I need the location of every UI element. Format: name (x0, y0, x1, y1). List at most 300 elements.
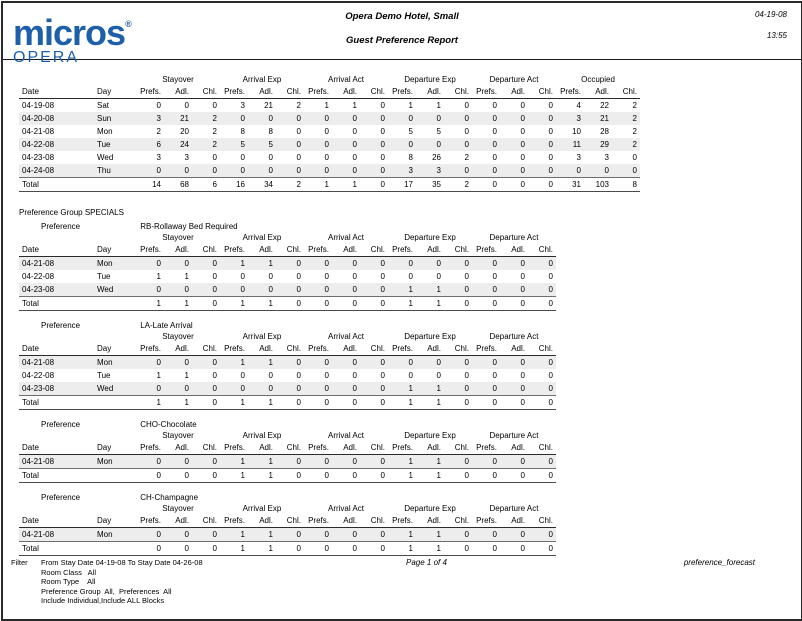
column-header-cell: Prefs. (388, 243, 416, 257)
date-cell: 04-22-08 (22, 371, 55, 380)
value-cell: 0 (164, 356, 192, 370)
value-cell: 0 (332, 528, 360, 542)
value-cell: 0 (212, 371, 217, 380)
column-header-cell: Chl. (528, 243, 556, 257)
value-cell: 2 (296, 101, 301, 110)
column-header-cell: Adl. (332, 85, 360, 99)
value-cell: 0 (332, 138, 360, 151)
value-cell: 0 (192, 382, 220, 396)
value-cell: 0 (332, 382, 360, 396)
value-cell: 0 (164, 455, 192, 469)
value-cell: 0 (492, 153, 497, 162)
header-center (203, 3, 601, 46)
column-header-cell: Prefs. (136, 441, 164, 455)
day-cell (94, 178, 136, 192)
value-cell: 0 (380, 371, 385, 380)
date-cell: 04-19-08 (22, 101, 55, 110)
value-cell: 1 (156, 272, 161, 281)
value-cell: 0 (296, 127, 301, 136)
group-header-cell: Stayover (162, 75, 194, 84)
value-cell: 8 (268, 127, 273, 136)
value-cell: 2 (156, 127, 161, 136)
value-cell: 0 (220, 283, 248, 297)
value-cell: 0 (332, 112, 360, 125)
value-cell: 1 (184, 371, 189, 380)
total-row (19, 178, 640, 192)
group-header-cell: Stayover (162, 233, 194, 242)
value-cell: 0 (220, 164, 248, 178)
group-header-cell: Stayover (162, 431, 194, 440)
value-cell: 5 (248, 138, 276, 151)
value-cell: 1 (352, 101, 357, 110)
column-header-cell: Chl. (528, 441, 556, 455)
column-header-cell: Date (19, 342, 94, 356)
value-cell: 0 (304, 356, 332, 370)
value-cell: 0 (408, 371, 413, 380)
filter-label: Filter (11, 558, 28, 567)
value-cell: 8 (408, 153, 413, 162)
column-header-cell: Chl. (444, 85, 472, 99)
column-header-cell: Adl. (416, 342, 444, 356)
value-cell: 0 (156, 101, 161, 110)
total-value-cell: 35 (416, 178, 444, 192)
date-cell: 04-22-08 (19, 138, 94, 151)
logo-subtitle: OPERA (13, 49, 80, 66)
value-cell: 21 (584, 112, 612, 125)
preference-group-line (19, 207, 801, 218)
total-value-cell: 0 (332, 542, 360, 556)
value-cell: 0 (444, 112, 472, 125)
group-header-cell: Arrival Act (327, 431, 364, 440)
column-header-cell: Prefs. (220, 441, 248, 455)
value-cell: 0 (324, 153, 329, 162)
value-cell: 0 (136, 455, 164, 469)
value-cell: 0 (548, 272, 553, 281)
column-header-cell: Adl. (500, 514, 528, 528)
value-cell: 0 (276, 257, 304, 271)
value-cell: 0 (584, 164, 612, 178)
value-cell: 3 (388, 164, 416, 178)
total-value-cell: 0 (360, 542, 388, 556)
total-value-cell: 0 (528, 297, 556, 311)
value-cell: 10 (572, 127, 581, 136)
table-row (19, 369, 556, 382)
value-cell: 0 (380, 153, 385, 162)
value-cell: 0 (276, 164, 304, 178)
column-header-cell: Adl. (164, 441, 192, 455)
total-row (19, 297, 556, 311)
value-cell: 3 (136, 112, 164, 125)
preference-table-ch (19, 503, 801, 556)
value-cell: 0 (388, 112, 416, 125)
value-cell: 0 (436, 272, 441, 281)
value-cell: 0 (416, 356, 444, 370)
total-value-cell: 0 (136, 469, 164, 483)
report-id: preference_forecast (683, 558, 755, 567)
date-cell: 04-21-08 (19, 455, 94, 469)
value-cell: 0 (472, 164, 500, 178)
total-value-cell: 1 (388, 396, 416, 410)
group-header-cell: Departure Exp (404, 233, 456, 242)
value-cell: 1 (184, 272, 189, 281)
value-cell: 0 (136, 356, 164, 370)
value-cell: 0 (276, 112, 304, 125)
value-cell: 2 (612, 112, 640, 125)
value-cell: 2 (612, 138, 640, 151)
value-cell: 11 (556, 138, 584, 151)
value-cell: 0 (492, 272, 497, 281)
value-cell: 0 (332, 455, 360, 469)
group-header-cell: Departure Act (489, 332, 539, 341)
value-cell: 0 (380, 101, 385, 110)
group-header-cell: Arrival Act (327, 504, 364, 513)
total-value-cell: 0 (528, 469, 556, 483)
value-cell: 0 (408, 272, 413, 281)
column-header-cell: Adl. (164, 342, 192, 356)
column-header-cell: Prefs. (388, 514, 416, 528)
column-header-cell: Chl. (276, 85, 304, 99)
column-header-cell: Prefs. (556, 85, 584, 99)
day-cell (94, 396, 136, 410)
value-cell: 0 (240, 272, 245, 281)
filter-lines (41, 558, 203, 606)
total-value-cell: 31 (556, 178, 584, 192)
total-value-cell: 1 (416, 469, 444, 483)
date-cell: 04-22-08 (22, 272, 55, 281)
value-cell: 0 (492, 101, 497, 110)
total-value-cell: 0 (360, 178, 388, 192)
total-value-cell: 1 (164, 396, 192, 410)
column-header-cell: Prefs. (472, 342, 500, 356)
date-cell: 04-21-08 (19, 257, 94, 271)
value-cell: 0 (164, 528, 192, 542)
total-value-cell: 0 (360, 396, 388, 410)
page-number: Page 1 of 4 (406, 558, 447, 567)
group-header-cell: Arrival Exp (242, 75, 282, 84)
column-header-cell: Date (19, 441, 94, 455)
column-header-cell: Adl. (416, 85, 444, 99)
day-cell: Tue (97, 272, 111, 281)
column-header-cell: Chl. (276, 441, 304, 455)
value-cell: 0 (444, 455, 472, 469)
preference-label: Preference (41, 321, 81, 330)
value-cell: 0 (472, 112, 500, 125)
filter-line: From Stay Date 04-19-08 To Stay Date 04-26-08 (41, 558, 203, 567)
column-header-cell: Prefs. (220, 514, 248, 528)
table-row (19, 283, 556, 297)
date-cell: 04-20-08 (19, 112, 94, 125)
preference-value: LA-Late Arrival (140, 321, 193, 330)
value-cell: 0 (444, 356, 472, 370)
value-cell: 0 (304, 112, 332, 125)
value-cell: 0 (528, 528, 556, 542)
value-cell: 0 (444, 382, 472, 396)
column-header-cell: Adl. (332, 243, 360, 257)
column-header-cell: Chl. (192, 342, 220, 356)
preference-label: Preference (41, 222, 81, 231)
column-header-cell: Chl. (444, 514, 472, 528)
preference-label: Preference (41, 420, 81, 429)
filter-line: Include Individual,Include ALL Blocks (41, 596, 165, 606)
total-value-cell: 0 (528, 542, 556, 556)
total-value-cell: 1 (248, 396, 276, 410)
total-value-cell: 34 (248, 178, 276, 192)
column-header-cell: Prefs. (388, 85, 416, 99)
total-value-cell: 0 (444, 396, 472, 410)
value-cell: 0 (528, 112, 556, 125)
total-value-cell: 0 (332, 297, 360, 311)
column-header-cell: Adl. (164, 514, 192, 528)
value-cell: 1 (156, 371, 161, 380)
registered-mark-icon: ® (125, 19, 132, 29)
value-cell: 0 (500, 382, 528, 396)
date-cell: 04-23-08 (19, 283, 94, 297)
value-cell: 1 (388, 528, 416, 542)
column-header-cell: Prefs. (304, 514, 332, 528)
value-cell: 0 (164, 382, 192, 396)
column-header-cell: Date (19, 514, 94, 528)
summary-forecast-table (19, 74, 801, 192)
total-value-cell: 0 (276, 297, 304, 311)
total-value-cell: 0 (472, 469, 500, 483)
day-cell: Mon (94, 455, 136, 469)
column-header-cell: Date (19, 85, 94, 99)
date-cell: 04-24-08 (19, 164, 94, 178)
header-date-time (755, 3, 787, 40)
day-cell: Sat (97, 101, 110, 110)
value-cell: 21 (164, 112, 192, 125)
value-cell: 0 (164, 283, 192, 297)
total-label-cell: Total (19, 297, 94, 311)
column-header-cell: Day (94, 342, 136, 356)
table-row (19, 151, 640, 164)
value-cell: 0 (324, 272, 329, 281)
value-cell: 0 (220, 382, 248, 396)
column-header-cell: Prefs. (304, 85, 332, 99)
column-header-cell: Prefs. (472, 85, 500, 99)
total-value-cell: 2 (444, 178, 472, 192)
total-value-cell: 0 (192, 542, 220, 556)
report-date: 04-19-08 (754, 10, 787, 19)
value-cell: 0 (136, 257, 164, 271)
value-cell: 0 (192, 356, 220, 370)
total-value-cell: 103 (584, 178, 612, 192)
total-value-cell: 1 (416, 297, 444, 311)
value-cell: 0 (492, 371, 497, 380)
value-cell: 1 (408, 101, 413, 110)
value-cell: 0 (548, 101, 553, 110)
value-cell: 0 (388, 138, 416, 151)
value-cell: 0 (444, 283, 472, 297)
column-header-cell: Day (94, 85, 136, 99)
value-cell: 0 (304, 283, 332, 297)
value-cell: 5 (220, 138, 248, 151)
value-cell: 0 (136, 382, 164, 396)
date-cell: 04-23-08 (22, 153, 55, 162)
column-header-cell: Chl. (276, 342, 304, 356)
value-cell: 0 (304, 138, 332, 151)
total-value-cell: 0 (360, 469, 388, 483)
report-table (19, 74, 640, 192)
preference-section-ch (19, 492, 801, 556)
value-cell: 0 (464, 371, 469, 380)
date-cell: 04-23-08 (19, 382, 94, 396)
column-header-cell: Date (19, 243, 94, 257)
total-label-cell: Total (19, 542, 94, 556)
total-value-cell: 1 (220, 297, 248, 311)
value-cell: 0 (520, 101, 525, 110)
value-cell: 0 (352, 127, 357, 136)
column-header-cell: Chl. (192, 441, 220, 455)
column-header-cell: Adl. (332, 514, 360, 528)
filter-block (11, 558, 203, 606)
preference-label: Preference (41, 493, 81, 502)
group-header-cell: Departure Act (489, 431, 539, 440)
value-cell: 26 (432, 153, 441, 162)
value-cell: 2 (192, 138, 220, 151)
value-cell: 0 (556, 164, 584, 178)
column-header-cell: Chl. (192, 243, 220, 257)
value-cell: 2 (192, 112, 220, 125)
preference-name-line (41, 320, 801, 331)
total-value-cell: 1 (136, 396, 164, 410)
total-value-cell: 6 (192, 178, 220, 192)
day-cell: Thu (94, 164, 136, 178)
value-cell: 0 (388, 356, 416, 370)
value-cell: 8 (240, 127, 245, 136)
preference-table-la (19, 331, 801, 410)
value-cell: 1 (248, 257, 276, 271)
preference-group-label: Preference Group (19, 208, 83, 217)
value-cell: 0 (520, 371, 525, 380)
value-cell: 0 (380, 127, 385, 136)
value-cell: 0 (528, 382, 556, 396)
value-cell: 1 (248, 455, 276, 469)
preference-name-line (41, 221, 801, 232)
column-header-cell: Prefs. (304, 441, 332, 455)
day-cell: Tue (94, 138, 136, 151)
group-header-cell: Arrival Exp (242, 233, 282, 242)
total-value-cell: 0 (472, 396, 500, 410)
preference-section-rb (19, 221, 801, 311)
day-cell: Mon (94, 528, 136, 542)
column-header-cell: Chl. (276, 514, 304, 528)
report-time: 13:55 (766, 31, 787, 40)
group-header-cell: Arrival Act (327, 332, 364, 341)
value-cell: 1 (248, 528, 276, 542)
group-header-cell: Occupied (581, 75, 615, 84)
day-cell: Sun (94, 112, 136, 125)
value-cell: 0 (212, 101, 217, 110)
value-cell: 0 (472, 138, 500, 151)
column-header-cell: Chl. (444, 441, 472, 455)
group-header-cell: Departure Exp (404, 431, 456, 440)
preference-name-line (41, 492, 801, 503)
column-header-cell: Chl. (360, 441, 388, 455)
table-row (19, 356, 556, 370)
group-header-cell: Arrival Exp (242, 504, 282, 513)
total-value-cell: 0 (276, 396, 304, 410)
preference-value: RB-Rollaway Bed Required (140, 222, 238, 231)
value-cell: 0 (276, 382, 304, 396)
value-cell: 0 (332, 356, 360, 370)
total-value-cell: 0 (304, 542, 332, 556)
total-value-cell: 0 (472, 178, 500, 192)
table-row (19, 99, 640, 113)
value-cell: 0 (500, 356, 528, 370)
column-header-cell: Prefs. (220, 243, 248, 257)
total-value-cell: 0 (472, 297, 500, 311)
value-cell: 0 (472, 356, 500, 370)
spacer-cell (19, 74, 136, 85)
total-value-cell: 0 (164, 469, 192, 483)
column-header-cell: Prefs. (388, 441, 416, 455)
column-header-cell: Adl. (500, 243, 528, 257)
day-cell: Mon (94, 356, 136, 370)
group-header-cell: Departure Exp (404, 504, 456, 513)
report-table (19, 503, 556, 556)
value-cell: 0 (240, 153, 245, 162)
total-value-cell: 0 (360, 297, 388, 311)
value-cell: 0 (528, 138, 556, 151)
column-header-cell: Chl. (528, 514, 556, 528)
value-cell: 24 (164, 138, 192, 151)
value-cell: 0 (416, 257, 444, 271)
value-cell: 1 (220, 356, 248, 370)
column-header-cell: Adl. (248, 342, 276, 356)
value-cell: 0 (304, 455, 332, 469)
column-header-cell: Chl. (360, 243, 388, 257)
value-cell: 21 (264, 101, 273, 110)
value-cell: 28 (600, 127, 609, 136)
value-cell: 0 (184, 101, 189, 110)
value-cell: 0 (268, 371, 273, 380)
value-cell: 5 (408, 127, 413, 136)
total-row (19, 542, 556, 556)
preference-section-cho (19, 419, 801, 483)
column-header-cell: Chl. (444, 342, 472, 356)
value-cell: 22 (600, 101, 609, 110)
value-cell: 0 (472, 283, 500, 297)
column-header-cell: Adl. (416, 441, 444, 455)
column-header-cell: Adl. (332, 441, 360, 455)
value-cell: 1 (388, 283, 416, 297)
value-cell: 2 (632, 127, 637, 136)
total-value-cell: 14 (136, 178, 164, 192)
group-header-cell: Departure Exp (404, 332, 456, 341)
column-header-cell: Prefs. (136, 243, 164, 257)
value-cell: 1 (416, 455, 444, 469)
spacer-cell (19, 430, 136, 441)
value-cell: 0 (352, 371, 357, 380)
day-cell: Mon (97, 127, 113, 136)
value-cell: 0 (164, 164, 192, 178)
value-cell: 3 (604, 153, 609, 162)
value-cell: 1 (388, 455, 416, 469)
value-cell: 0 (248, 112, 276, 125)
value-cell: 0 (444, 164, 472, 178)
date-cell: 04-21-08 (19, 528, 94, 542)
value-cell: 6 (136, 138, 164, 151)
value-cell: 1 (324, 101, 329, 110)
total-row (19, 396, 556, 410)
value-cell: 0 (500, 112, 528, 125)
value-cell: 0 (464, 127, 469, 136)
value-cell: 5 (436, 127, 441, 136)
column-header-cell: Prefs. (220, 342, 248, 356)
column-header-cell: Prefs. (388, 342, 416, 356)
total-value-cell: 1 (416, 542, 444, 556)
